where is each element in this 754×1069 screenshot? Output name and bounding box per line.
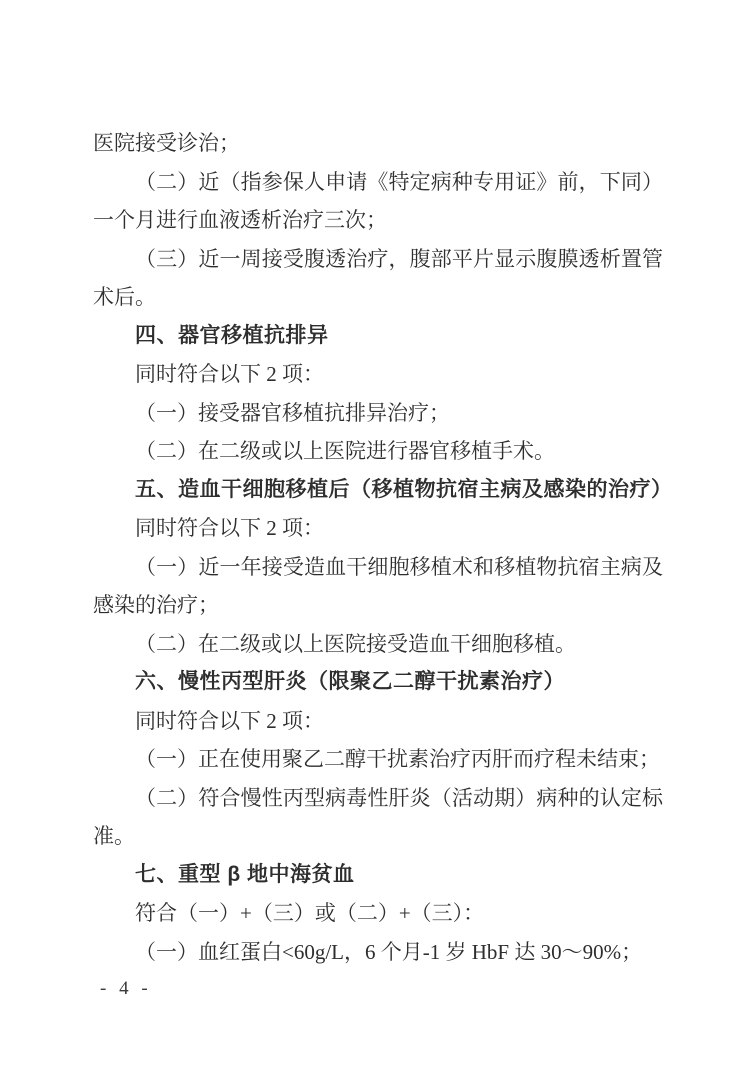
paragraph: （一）接受器官移植抗排异治疗； (135, 400, 450, 425)
paragraph: （二）近（指参保人申请《特定病种专用证》前，下同）一个月进行血液透析治疗三次； (93, 169, 663, 232)
page-footer (100, 978, 152, 1000)
section-heading: 七、重型 β 地中海贫血 (135, 862, 355, 886)
page-number: - 4 - (100, 978, 152, 999)
section-heading: 四、器官移植抗排异 (135, 323, 329, 347)
paragraph: （二）在二级或以上医院接受造血干细胞移植。 (135, 631, 576, 656)
section-heading: 五、造血干细胞移植后（移植物抗宿主病及感染的治疗） (135, 477, 673, 501)
paragraph: （一）血红蛋白<60g/L，6 个月-1 岁 HbF 达 30～90%； (135, 939, 643, 964)
paragraph: （一）正在使用聚乙二醇干扰素治疗丙肝而疗程未结束； (135, 747, 660, 771)
paragraph: 符合（一）+（三）或（二）+（三）： (135, 901, 485, 925)
paragraph: （三）近一周接受腹透治疗，腹部平片显示腹膜透析置管术后。 (93, 246, 663, 309)
paragraph: （二）在二级或以上医院进行器官移植手术。 (135, 439, 555, 463)
paragraph: （二）符合慢性丙型病毒性肝炎（活动期）病种的认定标准。 (93, 785, 663, 848)
paragraph-continuation: 医院接受诊治； (93, 131, 240, 155)
section-heading: 六、慢性丙型肝炎（限聚乙二醇干扰素治疗） (135, 670, 565, 693)
paragraph: 同时符合以下 2 项： (135, 516, 324, 540)
paragraph: 同时符合以下 2 项： (135, 708, 324, 733)
paragraph: 同时符合以下 2 项： (135, 362, 324, 386)
paragraph: （一）近一年接受造血干细胞移植术和移植物抗宿主病及感染的治疗； (93, 554, 663, 617)
document-body (93, 124, 673, 971)
